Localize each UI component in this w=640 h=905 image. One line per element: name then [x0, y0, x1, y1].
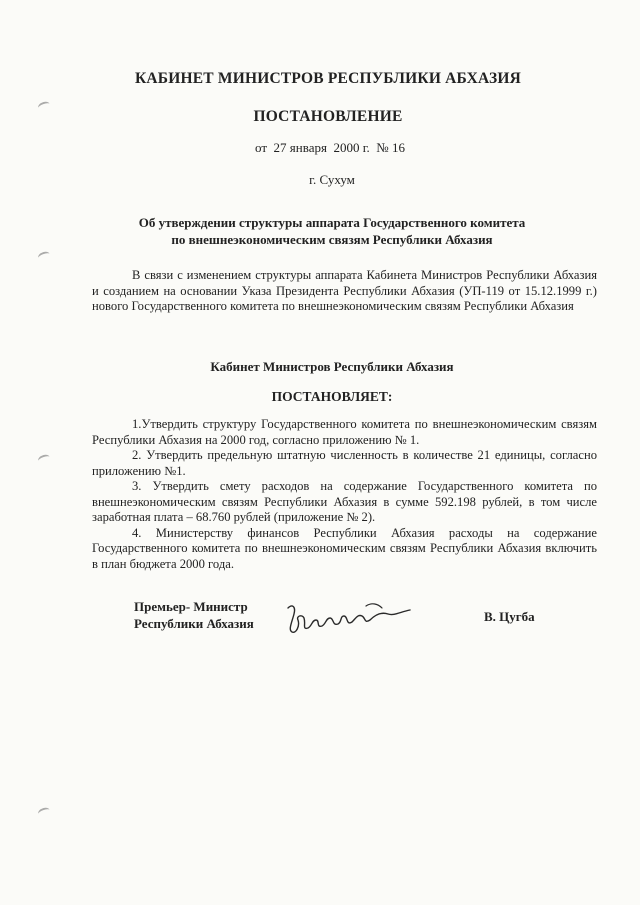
signatory-name: В. Цугба — [484, 609, 535, 624]
punch-hole-mark — [37, 453, 51, 465]
issuing-authority: Кабинет Министров Республики Абхазия — [210, 359, 454, 374]
subject-title — [12, 214, 640, 248]
decree-item: 3. Утвердить смету расходов на содержание Государственного комитета по внешнеэкономическим связям Республики Абхазия в сумме 592.198 рублей, в том числе заработная плата – 68.760 рублей (приложение № 2). — [92, 479, 597, 524]
decree-items — [92, 417, 597, 572]
punch-hole-mark — [37, 250, 51, 262]
decree-item: 4. Министерству финансов Республики Абхазия расходы на содержание Государственного комитета по внешнеэкономическим связям Республики Абхазия включить в план бюджета 2000 года. — [92, 525, 597, 571]
handwritten-signature — [282, 596, 422, 640]
decree-item: 1.Утвердить структуру Государственного комитета по внешнеэкономическим связям Республики Абхазия на 2000 год, согласно приложению № 1. — [92, 417, 597, 447]
organization-header: КАБИНЕТ МИНИСТРОВ РЕСПУБЛИКИ АБХАЗИЯ — [134, 70, 522, 87]
preamble-paragraph — [92, 268, 597, 315]
signatory-title-line-2: Республики Абхазия — [134, 616, 254, 631]
preamble-text: В связи с изменением структуры аппарата Кабинета Министров Республики Абхазия и созданием на основании Указа Президента Республики Абхазия (УП-119 от 15.12.1999 г.) нового Государственного комитета по внешнеэкономическим связям Республики Абхазия — [92, 268, 597, 313]
decree-item: 2. Утвердить предельную штатную численность в количестве 21 единицы, согласно приложению №1. — [92, 448, 597, 478]
signatory-title — [134, 598, 254, 632]
subject-line-1: Об утверждении структуры аппарата Государственного комитета — [138, 215, 526, 230]
document-date-number: от 27 января 2000 г. № 16 — [255, 140, 405, 155]
decree-heading: ПОСТАНОВЛЯЕТ: — [271, 389, 393, 404]
document-city: г. Сухум — [309, 172, 355, 187]
document-type: ПОСТАНОВЛЕНИЕ — [253, 108, 403, 125]
punch-hole-mark — [37, 806, 51, 818]
signatory-title-line-1: Премьер- Министр — [134, 599, 248, 614]
subject-line-2: по внешнеэкономическим связям Республики Абхазия — [171, 232, 493, 247]
